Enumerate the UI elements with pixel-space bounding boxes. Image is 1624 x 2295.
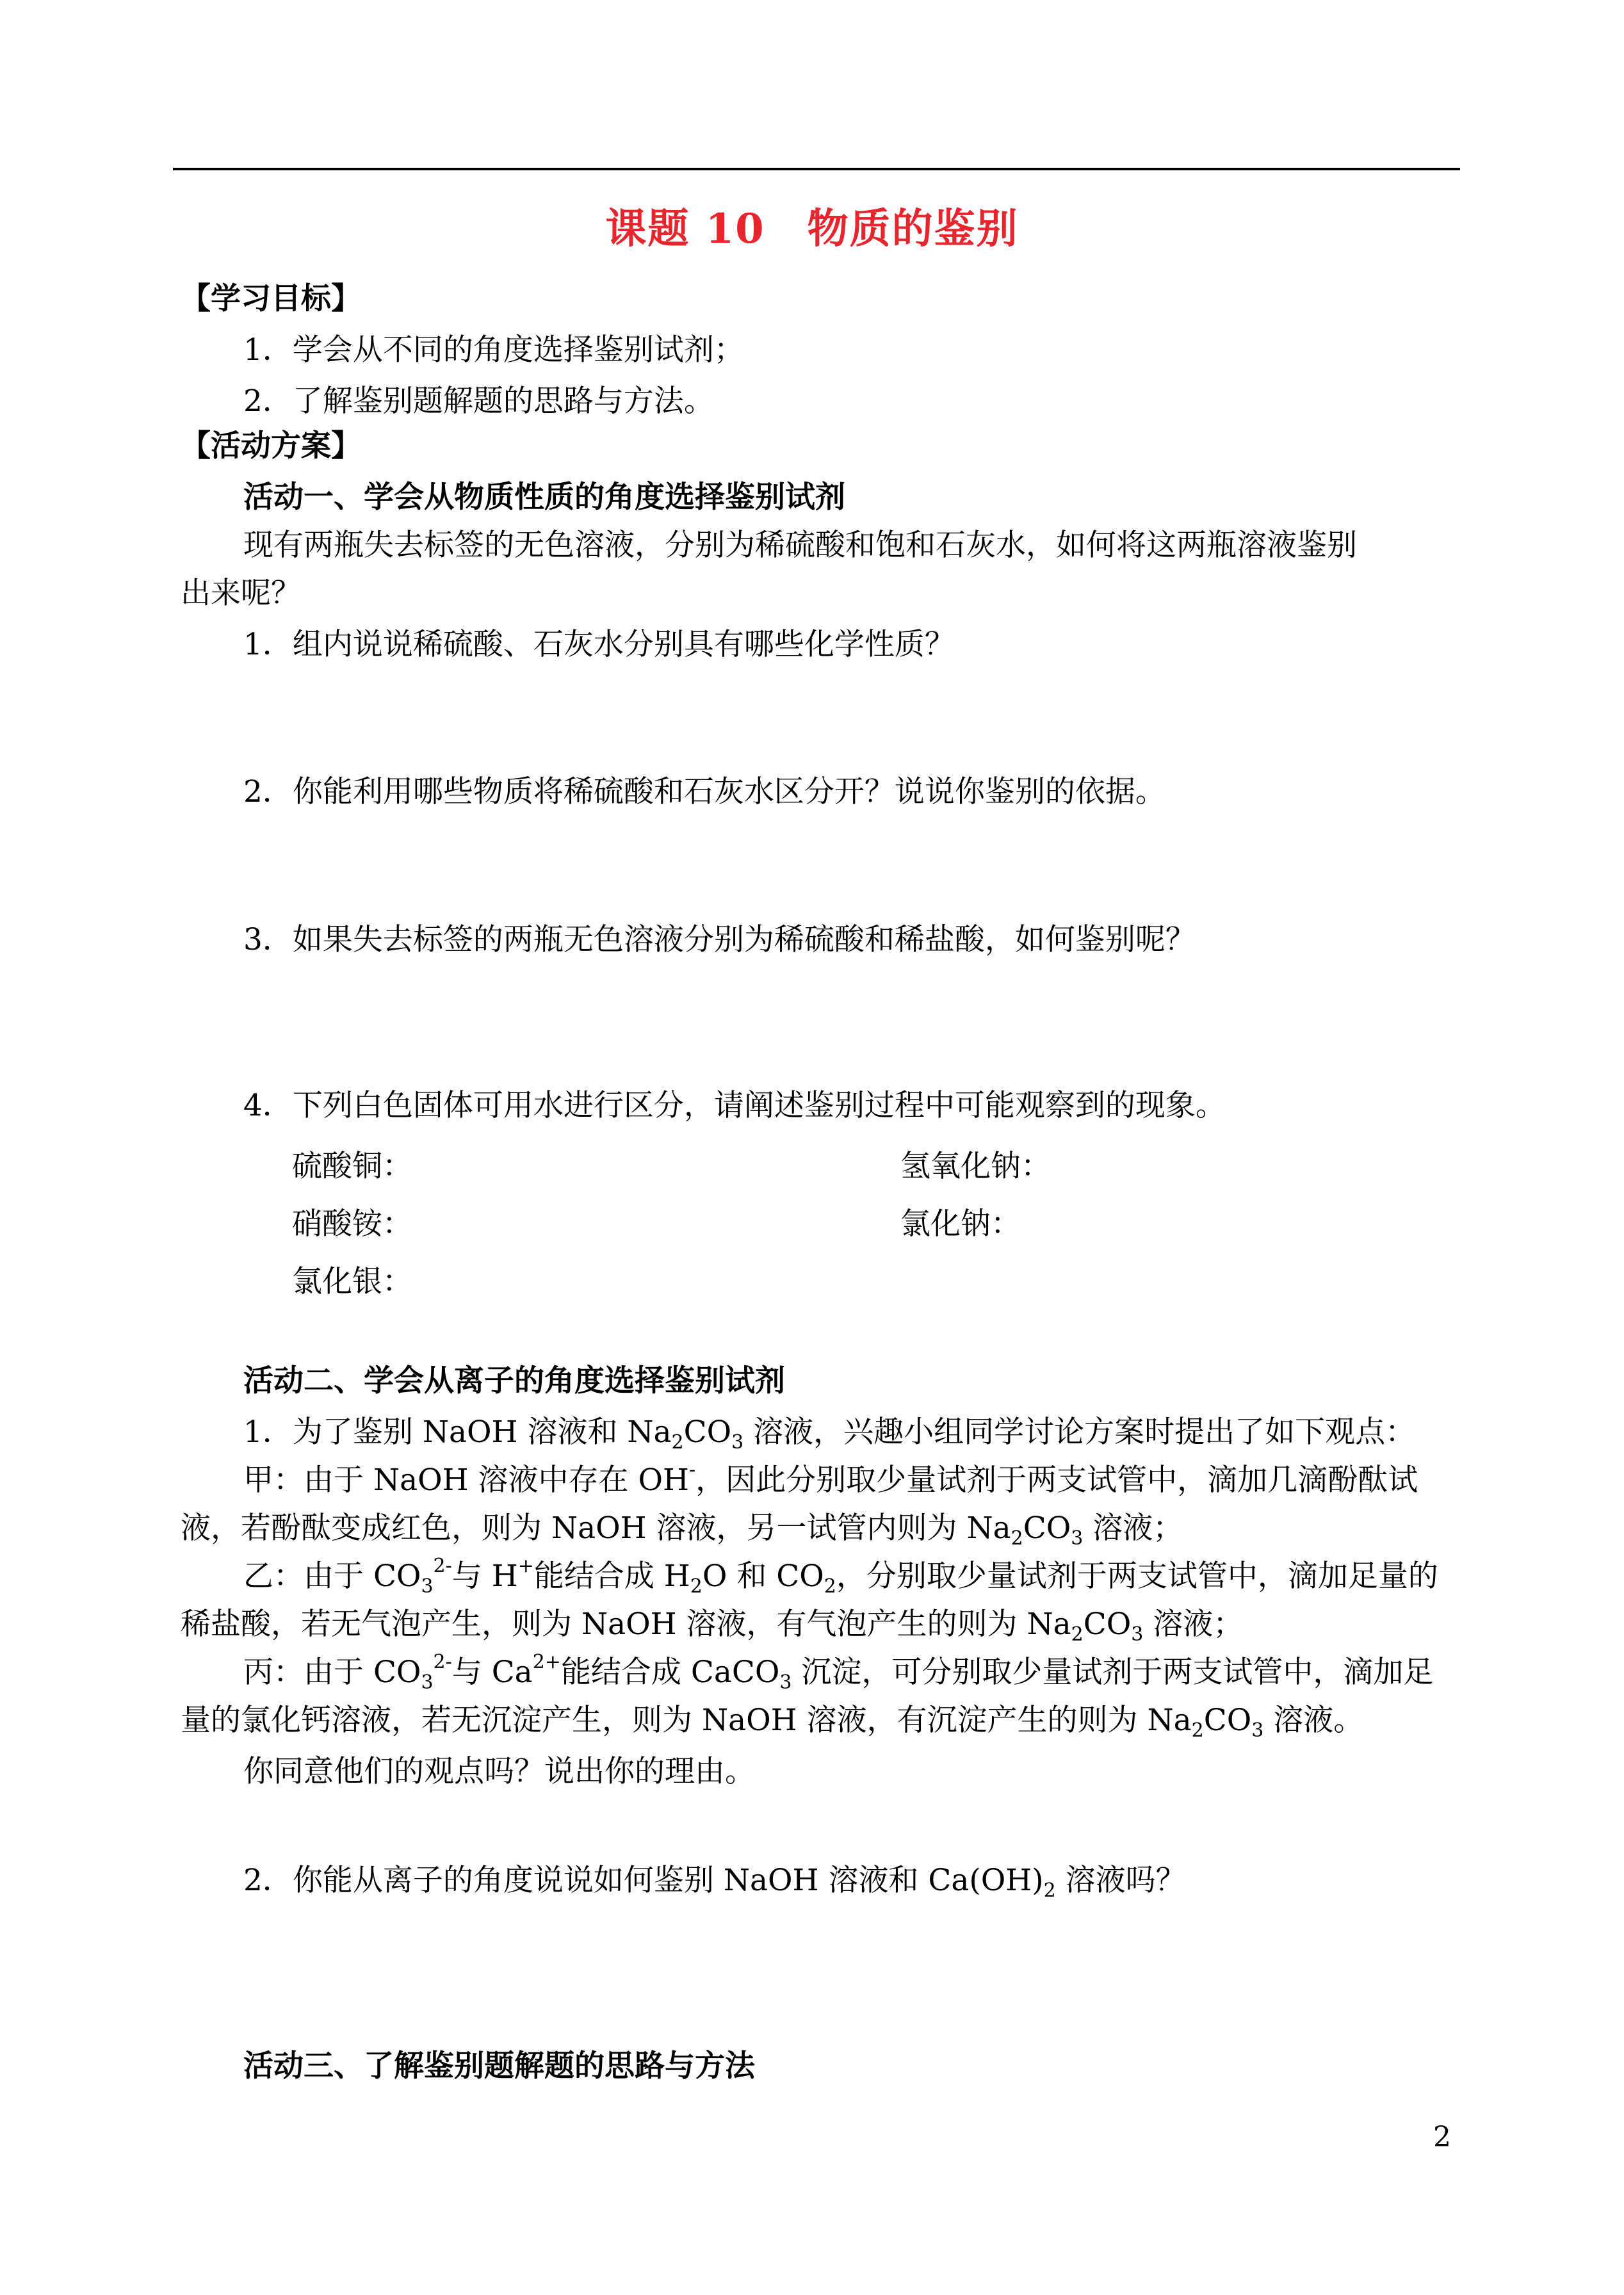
activity2-question-1: 1．为了鉴别 NaOH 溶液和 $Na_2CO_3$ 溶液，兴趣小组同学讨论方案时提出了如下观点： xyxy=(243,1415,1416,1454)
header-rule xyxy=(173,168,1460,170)
activity1-question-1: 1．组内说说稀硫酸、石灰水分别具有哪些化学性质？ xyxy=(243,627,955,662)
page-title: 课题 10 物质的鉴别 xyxy=(605,205,1019,253)
objective-item-1: 1．学会从不同的角度选择鉴别试剂； xyxy=(243,332,744,368)
activity1-question-4: 4．下列白色固体可用水进行区分，请阐述鉴别过程中可能观察到的现象。 xyxy=(243,1088,1226,1123)
solid-sodium-chloride: 氯化钠： xyxy=(900,1206,1021,1242)
viewpoint-bing-line2: 量的氯化钙溶液，若无沉淀产生，则为 NaOH 溶液，有沉淀产生的则为 $Na_2CO_3$ 溶液。 xyxy=(181,1703,1364,1742)
activity3-heading: 活动三、了解鉴别题解题的思路与方法 xyxy=(243,2048,755,2084)
viewpoint-jia-line1: 甲：由于 NaOH 溶液中存在 OH-，因此分别取少量试剂于两支试管中，滴加几滴酚酞试 xyxy=(243,1459,1418,1498)
viewpoint-yi-line2: 稀盐酸，若无气泡产生，则为 NaOH 溶液，有气泡产生的则为 $Na_2CO_3$ 溶液； xyxy=(181,1607,1244,1646)
activity1-intro-line2: 出来呢？ xyxy=(181,576,301,611)
activity1-question-2: 2．你能利用哪些物质将稀硫酸和石灰水区分开？说说你鉴别的依据。 xyxy=(243,774,1165,809)
solid-copper-sulfate: 硫酸铜： xyxy=(292,1149,412,1184)
objective-item-2: 2．了解鉴别题解题的思路与方法。 xyxy=(243,384,714,419)
solid-sodium-hydroxide: 氢氧化钠： xyxy=(900,1149,1051,1184)
solid-ammonium-nitrate: 硝酸铵： xyxy=(292,1206,412,1242)
page-number: 2 xyxy=(1433,2121,1451,2153)
activity1-heading: 活动一、学会从物质性质的角度选择鉴别试剂 xyxy=(243,480,845,515)
viewpoint-yi-line1: 乙：由于 $CO_3^{2-}$与 H+能结合成 $H_2O$ 和 $CO_2$，分别取少量试剂于两支试管中，滴加足量的 xyxy=(243,1555,1438,1598)
activity2-agree-question: 你同意他们的观点吗？说出你的理由。 xyxy=(243,1754,755,1789)
plan-heading: 【活动方案】 xyxy=(181,428,361,464)
viewpoint-bing-line1: 丙：由于 $CO_3^{2-}$与 $Ca^{2+}$能结合成 CaCO$_3$ 沉淀，可分别取少量试剂于两支试管中，滴加足 xyxy=(243,1651,1434,1694)
viewpoint-jia-line2: 液，若酚酞变成红色，则为 NaOH 溶液，另一试管内则为 $Na_2CO_3$ 溶液； xyxy=(181,1511,1183,1550)
activity2-heading: 活动二、学会从离子的角度选择鉴别试剂 xyxy=(243,1363,785,1399)
objectives-heading: 【学习目标】 xyxy=(181,281,361,316)
activity1-intro-line1: 现有两瓶失去标签的无色溶液，分别为稀硫酸和饱和石灰水，如何将这两瓶溶液鉴别 xyxy=(243,528,1357,563)
activity2-question-2: 2．你能从离子的角度说说如何鉴别 NaOH 溶液和 $Ca(OH)_2$ 溶液吗？ xyxy=(243,1863,1186,1902)
activity1-question-3: 3．如果失去标签的两瓶无色溶液分别为稀硫酸和稀盐酸，如何鉴别呢？ xyxy=(243,922,1196,957)
solid-silver-chloride: 氯化银： xyxy=(292,1264,412,1299)
